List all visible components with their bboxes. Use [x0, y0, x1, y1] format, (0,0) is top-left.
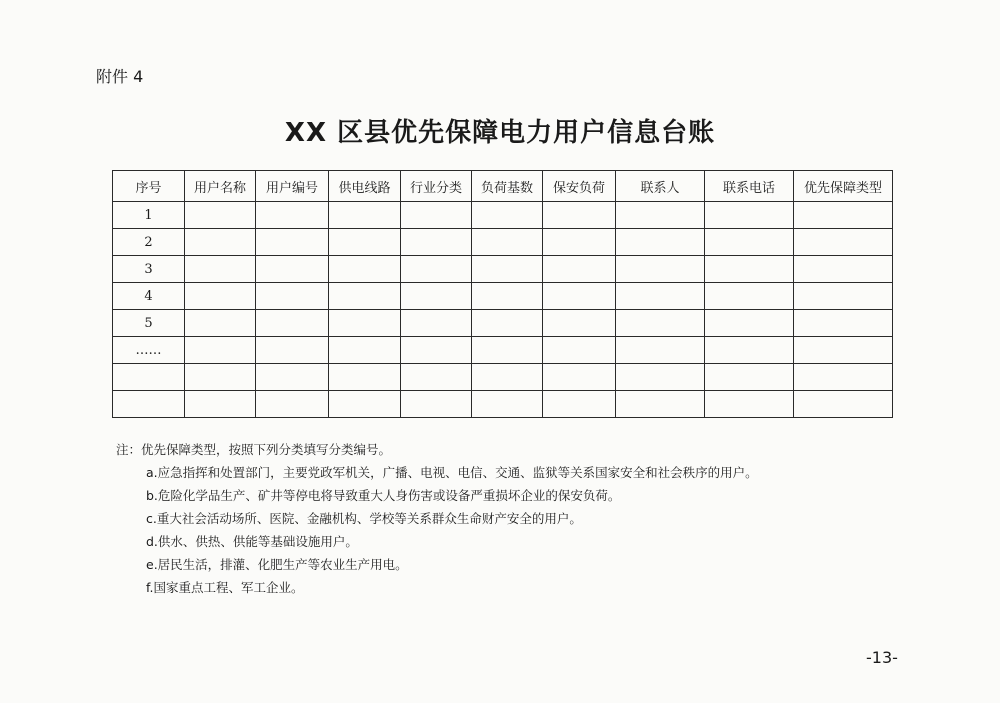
table-cell [543, 283, 616, 310]
table-cell [543, 229, 616, 256]
document-title: XX 区县优先保障电力用户信息台账 [284, 118, 716, 148]
table-row [113, 337, 893, 364]
header-cell: 行业分类 [401, 171, 472, 202]
table-cell [256, 310, 329, 337]
table-cell [794, 310, 893, 337]
table-cell [705, 337, 794, 364]
header-cell: 供电线路 [329, 171, 401, 202]
table-cell [472, 229, 543, 256]
table-cell [794, 202, 893, 229]
table-cell [185, 283, 256, 310]
table-cell [401, 391, 472, 418]
note-item: d.供水、供热、供能等基础设施用户。 [146, 534, 358, 549]
table-cell [616, 310, 705, 337]
row-index-cell: 2 [113, 229, 185, 256]
table-cell [329, 310, 401, 337]
table-cell [705, 364, 794, 391]
notes-intro: 注：优先保障类型，按照下列分类填写分类编号。 [116, 442, 392, 457]
row-index-cell: …… [113, 337, 185, 364]
table-cell [543, 202, 616, 229]
table-cell [185, 256, 256, 283]
table-cell [543, 310, 616, 337]
row-index-cell: 5 [113, 310, 185, 337]
table-cell [185, 391, 256, 418]
table-row [113, 310, 893, 337]
table-cell [543, 256, 616, 283]
table-cell [794, 229, 893, 256]
table-header-row [113, 171, 893, 202]
header-cell: 联系人 [616, 171, 705, 202]
table-cell [401, 229, 472, 256]
table-cell [543, 364, 616, 391]
table-cell [256, 202, 329, 229]
table-cell [616, 202, 705, 229]
table-cell [256, 283, 329, 310]
table-cell [472, 202, 543, 229]
table-cell [185, 364, 256, 391]
attachment-label: 附件 4 [96, 67, 144, 86]
header-cell: 优先保障类型 [794, 171, 893, 202]
table-cell [329, 283, 401, 310]
table-row [113, 256, 893, 283]
table-row [113, 364, 893, 391]
table-row [113, 391, 893, 418]
header-cell: 用户编号 [256, 171, 329, 202]
table-cell [705, 310, 794, 337]
table-cell [794, 283, 893, 310]
table-cell [256, 391, 329, 418]
table-cell [705, 283, 794, 310]
table-cell [401, 364, 472, 391]
table-cell [616, 283, 705, 310]
table-cell [256, 256, 329, 283]
table-cell [616, 391, 705, 418]
header-cell: 联系电话 [705, 171, 794, 202]
note-item: f.国家重点工程、军工企业。 [146, 580, 304, 595]
row-index-cell: 1 [113, 202, 185, 229]
table-row [113, 202, 893, 229]
table-cell [329, 364, 401, 391]
table-cell [616, 229, 705, 256]
table-cell [705, 229, 794, 256]
table-cell [256, 364, 329, 391]
table-cell [185, 229, 256, 256]
table-cell [329, 256, 401, 283]
table-cell [185, 337, 256, 364]
table-cell [472, 337, 543, 364]
header-cell: 用户名称 [185, 171, 256, 202]
table-cell [705, 256, 794, 283]
table-cell [705, 202, 794, 229]
table-cell [543, 391, 616, 418]
table-cell [256, 337, 329, 364]
table-cell [616, 337, 705, 364]
table-cell [256, 229, 329, 256]
table-cell [185, 310, 256, 337]
table-cell [705, 391, 794, 418]
table-cell [543, 337, 616, 364]
page-number: -13- [866, 648, 898, 667]
table-cell [472, 256, 543, 283]
table-cell [472, 391, 543, 418]
table-cell [794, 256, 893, 283]
table-cell [329, 391, 401, 418]
table-cell [401, 337, 472, 364]
table-cell [472, 310, 543, 337]
table-cell [794, 337, 893, 364]
table-cell [401, 310, 472, 337]
header-cell: 负荷基数 [472, 171, 543, 202]
table-cell [616, 364, 705, 391]
note-item: e.居民生活，排灌、化肥生产等农业生产用电。 [146, 557, 408, 572]
table-cell [472, 283, 543, 310]
user-info-ledger-table [112, 170, 893, 418]
table-cell [401, 283, 472, 310]
notes-section [116, 438, 758, 599]
row-index-cell: 3 [113, 256, 185, 283]
table-cell [472, 364, 543, 391]
note-item: c.重大社会活动场所、医院、金融机构、学校等关系群众生命财产安全的用户。 [146, 511, 582, 526]
table-cell [329, 202, 401, 229]
note-item: a.应急指挥和处置部门，主要党政军机关，广播、电视、电信、交通、监狱等关系国家安全和社会秩序的用户。 [146, 465, 758, 480]
header-cell: 保安负荷 [543, 171, 616, 202]
header-cell: 序号 [113, 171, 185, 202]
table-row [113, 229, 893, 256]
table-cell [401, 256, 472, 283]
table-cell [329, 337, 401, 364]
note-item: b.危险化学品生产、矿井等停电将导致重大人身伤害或设备严重损坏企业的保安负荷。 [146, 488, 621, 503]
table-row [113, 283, 893, 310]
row-index-cell: 4 [113, 283, 185, 310]
table-cell [185, 202, 256, 229]
row-index-cell [113, 364, 185, 391]
table-cell [616, 256, 705, 283]
row-index-cell [113, 391, 185, 418]
table-cell [794, 364, 893, 391]
table-cell [401, 202, 472, 229]
table-cell [794, 391, 893, 418]
table-cell [329, 229, 401, 256]
